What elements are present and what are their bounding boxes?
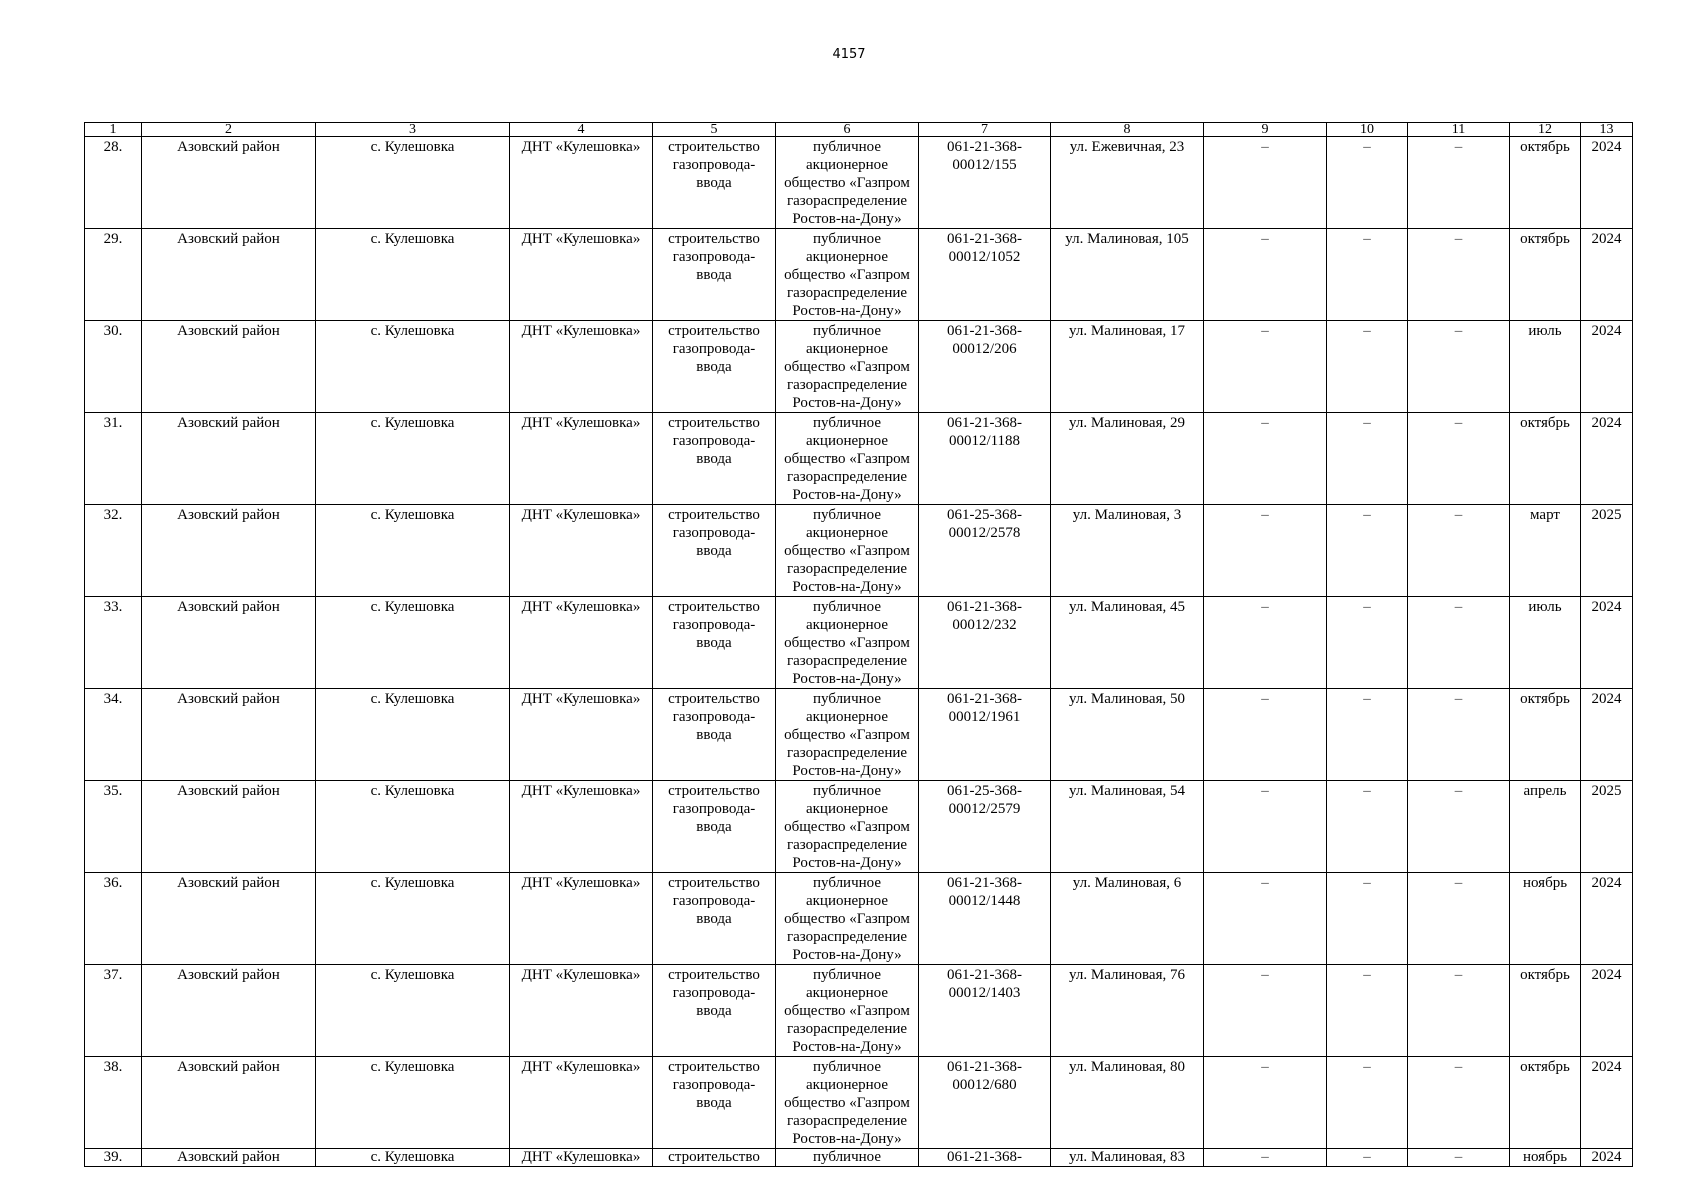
partnership-cell: ДНТ «Кулешовка» bbox=[510, 505, 653, 597]
row-number: 35. bbox=[85, 781, 142, 873]
table-row bbox=[85, 1057, 1633, 1149]
registration-code-cell: 061-21-368-00012/232 bbox=[919, 597, 1051, 689]
registration-code-cell: 061-21-368-00012/1448 bbox=[919, 873, 1051, 965]
settlement-cell: с. Кулешовка bbox=[316, 505, 510, 597]
organization-cell: публичное акционерное общество «Газпром газораспределение Ростов-на-Дону» bbox=[776, 781, 919, 873]
year-cell: 2024 bbox=[1581, 965, 1633, 1057]
table-row bbox=[85, 781, 1633, 873]
table-row bbox=[85, 505, 1633, 597]
table-row bbox=[85, 229, 1633, 321]
organization-cell: публичное акционерное общество «Газпром газораспределение Ростов-на-Дону» bbox=[776, 873, 919, 965]
column-11-cell: – bbox=[1408, 965, 1510, 1057]
table-row bbox=[85, 137, 1633, 229]
settlement-cell: с. Кулешовка bbox=[316, 413, 510, 505]
column-number-7: 7 bbox=[919, 123, 1051, 137]
organization-cell: публичное акционерное общество «Газпром газораспределение Ростов-на-Дону» bbox=[776, 965, 919, 1057]
district-cell: Азовский район bbox=[142, 505, 316, 597]
partnership-cell: ДНТ «Кулешовка» bbox=[510, 137, 653, 229]
work-type-cell: строительство газопровода-ввода bbox=[653, 597, 776, 689]
work-type-cell: строительство газопровода-ввода bbox=[653, 1057, 776, 1149]
settlement-cell: с. Кулешовка bbox=[316, 597, 510, 689]
organization-cell: публичное акционерное общество «Газпром газораспределение Ростов-на-Дону» bbox=[776, 229, 919, 321]
year-cell: 2024 bbox=[1581, 1149, 1633, 1167]
district-cell: Азовский район bbox=[142, 597, 316, 689]
partnership-cell: ДНТ «Кулешовка» bbox=[510, 321, 653, 413]
column-11-cell: – bbox=[1408, 321, 1510, 413]
registration-code-cell: 061-21-368-00012/680 bbox=[919, 1057, 1051, 1149]
year-cell: 2025 bbox=[1581, 505, 1633, 597]
settlement-cell: с. Кулешовка bbox=[316, 1057, 510, 1149]
year-cell: 2024 bbox=[1581, 137, 1633, 229]
work-type-cell: строительство газопровода-ввода bbox=[653, 137, 776, 229]
table-row bbox=[85, 1149, 1633, 1167]
row-number: 36. bbox=[85, 873, 142, 965]
row-number: 34. bbox=[85, 689, 142, 781]
month-cell: октябрь bbox=[1510, 1057, 1581, 1149]
registration-code-cell: 061-25-368-00012/2579 bbox=[919, 781, 1051, 873]
month-cell: июль bbox=[1510, 597, 1581, 689]
registration-code-cell: 061-21-368-00012/1403 bbox=[919, 965, 1051, 1057]
column-9-cell: – bbox=[1204, 505, 1327, 597]
district-cell: Азовский район bbox=[142, 1149, 316, 1167]
column-9-cell: – bbox=[1204, 229, 1327, 321]
work-type-cell: строительство газопровода-ввода bbox=[653, 229, 776, 321]
column-10-cell: – bbox=[1327, 965, 1408, 1057]
column-9-cell: – bbox=[1204, 781, 1327, 873]
column-number-11: 11 bbox=[1408, 123, 1510, 137]
column-number-1: 1 bbox=[85, 123, 142, 137]
column-11-cell: – bbox=[1408, 689, 1510, 781]
district-cell: Азовский район bbox=[142, 229, 316, 321]
table-body bbox=[85, 123, 1633, 1167]
column-10-cell: – bbox=[1327, 321, 1408, 413]
partnership-cell: ДНТ «Кулешовка» bbox=[510, 781, 653, 873]
column-10-cell: – bbox=[1327, 229, 1408, 321]
registration-code-cell: 061-21-368-00012/1961 bbox=[919, 689, 1051, 781]
district-cell: Азовский район bbox=[142, 873, 316, 965]
registration-code-cell: 061-25-368-00012/2578 bbox=[919, 505, 1051, 597]
district-cell: Азовский район bbox=[142, 321, 316, 413]
partnership-cell: ДНТ «Кулешовка» bbox=[510, 689, 653, 781]
table-row bbox=[85, 597, 1633, 689]
year-cell: 2024 bbox=[1581, 229, 1633, 321]
year-cell: 2025 bbox=[1581, 781, 1633, 873]
column-10-cell: – bbox=[1327, 505, 1408, 597]
address-cell: ул. Малиновая, 6 bbox=[1051, 873, 1204, 965]
district-cell: Азовский район bbox=[142, 413, 316, 505]
partnership-cell: ДНТ «Кулешовка» bbox=[510, 229, 653, 321]
column-number-13: 13 bbox=[1581, 123, 1633, 137]
month-cell: октябрь bbox=[1510, 137, 1581, 229]
year-cell: 2024 bbox=[1581, 413, 1633, 505]
column-10-cell: – bbox=[1327, 137, 1408, 229]
column-9-cell: – bbox=[1204, 689, 1327, 781]
month-cell: апрель bbox=[1510, 781, 1581, 873]
month-cell: октябрь bbox=[1510, 965, 1581, 1057]
settlement-cell: с. Кулешовка bbox=[316, 781, 510, 873]
row-number: 29. bbox=[85, 229, 142, 321]
organization-cell: публичное акционерное общество «Газпром газораспределение Ростов-на-Дону» bbox=[776, 597, 919, 689]
work-type-cell: строительство bbox=[653, 1149, 776, 1167]
organization-cell: публичное акционерное общество «Газпром газораспределение Ростов-на-Дону» bbox=[776, 137, 919, 229]
registration-code-cell: 061-21-368-00012/1188 bbox=[919, 413, 1051, 505]
column-9-cell: – bbox=[1204, 873, 1327, 965]
work-type-cell: строительство газопровода-ввода bbox=[653, 505, 776, 597]
column-11-cell: – bbox=[1408, 1057, 1510, 1149]
row-number: 37. bbox=[85, 965, 142, 1057]
column-9-cell: – bbox=[1204, 321, 1327, 413]
address-cell: ул. Малиновая, 80 bbox=[1051, 1057, 1204, 1149]
partnership-cell: ДНТ «Кулешовка» bbox=[510, 873, 653, 965]
month-cell: июль bbox=[1510, 321, 1581, 413]
column-11-cell: – bbox=[1408, 229, 1510, 321]
address-cell: ул. Малиновая, 83 bbox=[1051, 1149, 1204, 1167]
work-type-cell: строительство газопровода-ввода bbox=[653, 321, 776, 413]
registration-code-cell: 061-21-368- bbox=[919, 1149, 1051, 1167]
district-cell: Азовский район bbox=[142, 1057, 316, 1149]
row-number: 39. bbox=[85, 1149, 142, 1167]
settlement-cell: с. Кулешовка bbox=[316, 229, 510, 321]
column-number-4: 4 bbox=[510, 123, 653, 137]
work-type-cell: строительство газопровода-ввода bbox=[653, 689, 776, 781]
column-11-cell: – bbox=[1408, 137, 1510, 229]
row-number: 30. bbox=[85, 321, 142, 413]
table-row bbox=[85, 321, 1633, 413]
address-cell: ул. Ежевичная, 23 bbox=[1051, 137, 1204, 229]
table-row bbox=[85, 689, 1633, 781]
address-cell: ул. Малиновая, 45 bbox=[1051, 597, 1204, 689]
district-cell: Азовский район bbox=[142, 965, 316, 1057]
partnership-cell: ДНТ «Кулешовка» bbox=[510, 1149, 653, 1167]
column-10-cell: – bbox=[1327, 1057, 1408, 1149]
column-number-row bbox=[85, 123, 1633, 137]
organization-cell: публичное акционерное общество «Газпром газораспределение Ростов-на-Дону» bbox=[776, 413, 919, 505]
column-11-cell: – bbox=[1408, 505, 1510, 597]
settlement-cell: с. Кулешовка bbox=[316, 689, 510, 781]
row-number: 28. bbox=[85, 137, 142, 229]
column-9-cell: – bbox=[1204, 1149, 1327, 1167]
organization-cell: публичное акционерное общество «Газпром газораспределение Ростов-на-Дону» bbox=[776, 1057, 919, 1149]
column-11-cell: – bbox=[1408, 597, 1510, 689]
organization-cell: публичное акционерное общество «Газпром газораспределение Ростов-на-Дону» bbox=[776, 505, 919, 597]
year-cell: 2024 bbox=[1581, 689, 1633, 781]
settlement-cell: с. Кулешовка bbox=[316, 321, 510, 413]
address-cell: ул. Малиновая, 54 bbox=[1051, 781, 1204, 873]
year-cell: 2024 bbox=[1581, 1057, 1633, 1149]
address-cell: ул. Малиновая, 3 bbox=[1051, 505, 1204, 597]
column-number-2: 2 bbox=[142, 123, 316, 137]
table-row bbox=[85, 873, 1633, 965]
address-cell: ул. Малиновая, 76 bbox=[1051, 965, 1204, 1057]
column-10-cell: – bbox=[1327, 597, 1408, 689]
column-number-9: 9 bbox=[1204, 123, 1327, 137]
organization-cell: публичное акционерное общество «Газпром газораспределение Ростов-на-Дону» bbox=[776, 689, 919, 781]
settlement-cell: с. Кулешовка bbox=[316, 1149, 510, 1167]
column-number-10: 10 bbox=[1327, 123, 1408, 137]
work-type-cell: строительство газопровода-ввода bbox=[653, 873, 776, 965]
district-cell: Азовский район bbox=[142, 137, 316, 229]
column-9-cell: – bbox=[1204, 965, 1327, 1057]
column-number-8: 8 bbox=[1051, 123, 1204, 137]
month-cell: октябрь bbox=[1510, 229, 1581, 321]
column-number-12: 12 bbox=[1510, 123, 1581, 137]
month-cell: ноябрь bbox=[1510, 873, 1581, 965]
partnership-cell: ДНТ «Кулешовка» bbox=[510, 413, 653, 505]
row-number: 33. bbox=[85, 597, 142, 689]
column-10-cell: – bbox=[1327, 781, 1408, 873]
address-cell: ул. Малиновая, 105 bbox=[1051, 229, 1204, 321]
organization-cell: публичное bbox=[776, 1149, 919, 1167]
partnership-cell: ДНТ «Кулешовка» bbox=[510, 965, 653, 1057]
column-11-cell: – bbox=[1408, 1149, 1510, 1167]
year-cell: 2024 bbox=[1581, 321, 1633, 413]
district-cell: Азовский район bbox=[142, 689, 316, 781]
row-number: 32. bbox=[85, 505, 142, 597]
settlement-cell: с. Кулешовка bbox=[316, 965, 510, 1057]
column-11-cell: – bbox=[1408, 873, 1510, 965]
page-number: 4157 bbox=[832, 47, 866, 62]
month-cell: октябрь bbox=[1510, 413, 1581, 505]
work-type-cell: строительство газопровода-ввода bbox=[653, 413, 776, 505]
address-cell: ул. Малиновая, 50 bbox=[1051, 689, 1204, 781]
year-cell: 2024 bbox=[1581, 597, 1633, 689]
partnership-cell: ДНТ «Кулешовка» bbox=[510, 1057, 653, 1149]
table-row bbox=[85, 965, 1633, 1057]
registration-code-cell: 061-21-368-00012/206 bbox=[919, 321, 1051, 413]
district-cell: Азовский район bbox=[142, 781, 316, 873]
column-10-cell: – bbox=[1327, 689, 1408, 781]
column-number-5: 5 bbox=[653, 123, 776, 137]
column-11-cell: – bbox=[1408, 413, 1510, 505]
column-10-cell: – bbox=[1327, 1149, 1408, 1167]
month-cell: октябрь bbox=[1510, 689, 1581, 781]
registration-code-cell: 061-21-368-00012/1052 bbox=[919, 229, 1051, 321]
row-number: 38. bbox=[85, 1057, 142, 1149]
registration-code-cell: 061-21-368-00012/155 bbox=[919, 137, 1051, 229]
column-11-cell: – bbox=[1408, 781, 1510, 873]
work-type-cell: строительство газопровода-ввода bbox=[653, 781, 776, 873]
address-cell: ул. Малиновая, 29 bbox=[1051, 413, 1204, 505]
month-cell: ноябрь bbox=[1510, 1149, 1581, 1167]
year-cell: 2024 bbox=[1581, 873, 1633, 965]
column-10-cell: – bbox=[1327, 873, 1408, 965]
column-number-6: 6 bbox=[776, 123, 919, 137]
work-type-cell: строительство газопровода-ввода bbox=[653, 965, 776, 1057]
address-cell: ул. Малиновая, 17 bbox=[1051, 321, 1204, 413]
settlement-cell: с. Кулешовка bbox=[316, 137, 510, 229]
column-number-3: 3 bbox=[316, 123, 510, 137]
column-9-cell: – bbox=[1204, 137, 1327, 229]
row-number: 31. bbox=[85, 413, 142, 505]
partnership-cell: ДНТ «Кулешовка» bbox=[510, 597, 653, 689]
registry-table bbox=[84, 122, 1633, 1167]
column-10-cell: – bbox=[1327, 413, 1408, 505]
organization-cell: публичное акционерное общество «Газпром газораспределение Ростов-на-Дону» bbox=[776, 321, 919, 413]
column-9-cell: – bbox=[1204, 1057, 1327, 1149]
column-9-cell: – bbox=[1204, 413, 1327, 505]
column-9-cell: – bbox=[1204, 597, 1327, 689]
month-cell: март bbox=[1510, 505, 1581, 597]
settlement-cell: с. Кулешовка bbox=[316, 873, 510, 965]
table-row bbox=[85, 413, 1633, 505]
